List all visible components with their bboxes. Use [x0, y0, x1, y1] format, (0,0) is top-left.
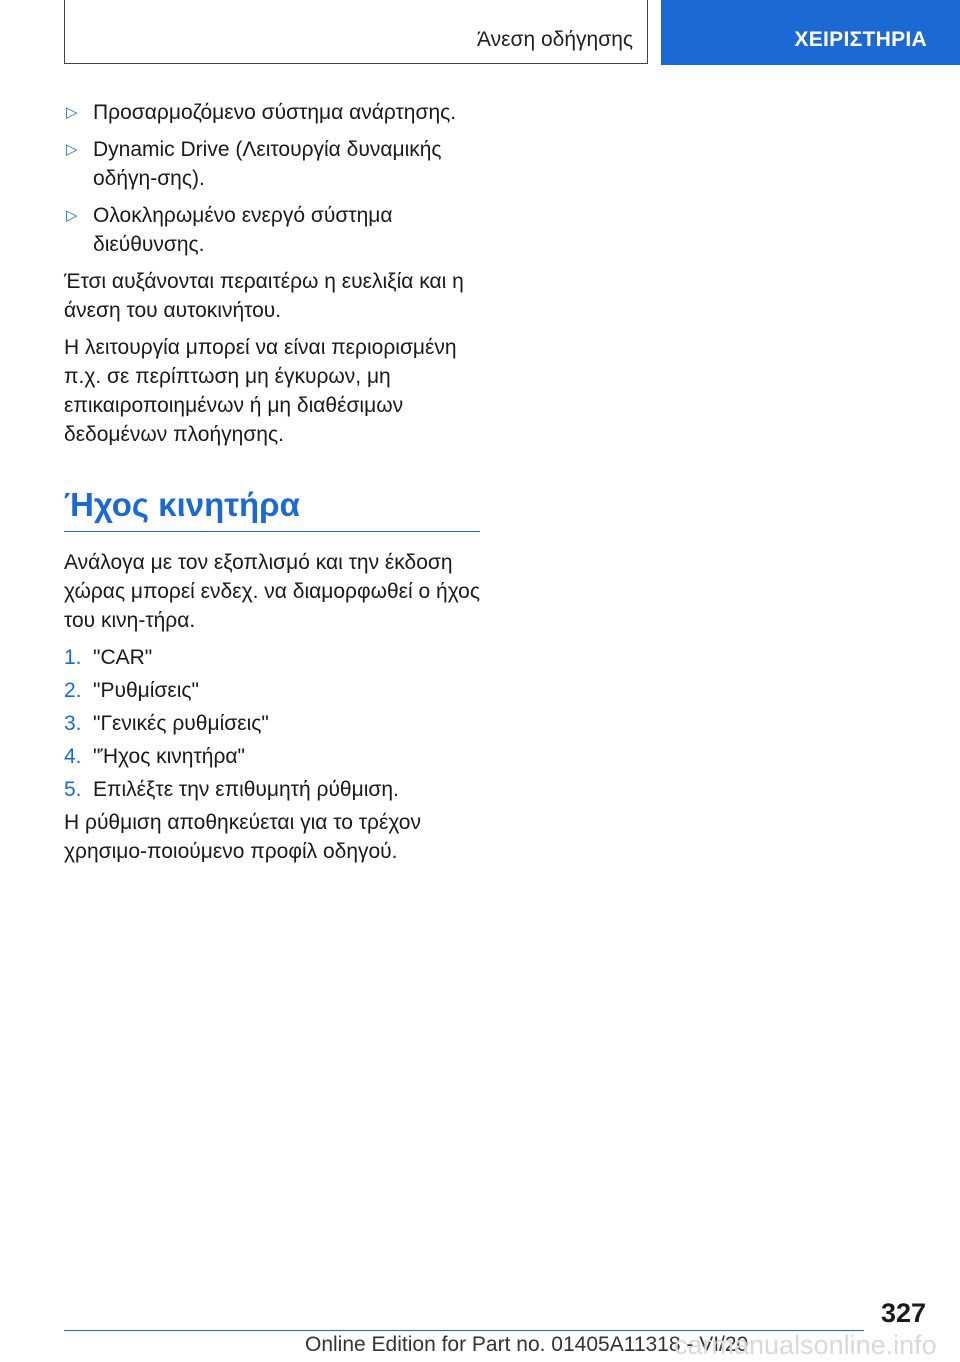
bullet-text: Ολοκληρωμένο ενεργό σύστημα διεύθυνσης. [93, 204, 393, 256]
step-text: Επιλέξτε την επιθυμητή ρύθμιση. [93, 778, 399, 801]
step-text: "Ήχος κινητήρα" [93, 745, 246, 768]
page-content [64, 98, 484, 874]
watermark: carmanualsonline.info [674, 1330, 937, 1360]
step-text: "CAR" [93, 646, 153, 669]
step-item [64, 775, 484, 804]
section-intro: Ανάλογα με τον εξοπλισμό και την έκδοση χώρας μπορεί ενδεχ. να διαμορφωθεί ο ήχος του κινη-τήρα. [64, 551, 480, 632]
step-number: 1. [64, 646, 82, 669]
footer-edition: Online Edition for Part no. 01405A11318 - VI/20 [305, 1333, 749, 1356]
step-number: 3. [64, 712, 82, 735]
bullet-item [64, 98, 484, 127]
header-chapter-title: ΧΕΙΡΙΣΤΗΡΙΑ [794, 28, 927, 51]
step-number: 4. [64, 745, 82, 768]
header-section-title: Άνεση οδήγησης [477, 28, 633, 51]
paragraph: Η λειτουργία μπορεί να είναι περιορισμένη π.χ. σε περίπτωση μη έγκυρων, μη επικαιροποιημένων ή μη διαθέσιμων δεδομένων πλοήγησης. [64, 336, 457, 446]
bullet-item [64, 135, 484, 193]
paragraph: Έτσι αυξάνονται περαιτέρω η ευελιξία και η άνεση του αυτοκινήτου. [64, 270, 464, 322]
bullet-item [64, 201, 484, 259]
step-item [64, 709, 484, 738]
triangle-bullet-icon: ▷ [66, 104, 78, 121]
page-number: 327 [880, 1298, 926, 1328]
header-chapter-tab [661, 0, 960, 65]
header-section-box [64, 0, 648, 64]
step-item [64, 676, 484, 705]
triangle-bullet-icon: ▷ [66, 141, 78, 158]
step-text: "Γενικές ρυθμίσεις" [93, 712, 269, 735]
section-heading: Ήχος κινητήρα [64, 485, 480, 532]
step-number: 2. [64, 679, 82, 702]
bullet-text: Προσαρμοζόμενο σύστημα ανάρτησης. [93, 101, 457, 124]
step-item [64, 643, 484, 672]
section-outro: Η ρύθμιση αποθηκεύεται για το τρέχον χρησιμο-ποιούμενο προφίλ οδηγού. [64, 811, 421, 863]
step-text: "Ρυθμίσεις" [93, 679, 199, 702]
triangle-bullet-icon: ▷ [66, 207, 78, 224]
step-item [64, 742, 484, 771]
step-number: 5. [64, 778, 82, 801]
bullet-text: Dynamic Drive (Λειτουργία δυναμικής οδήγη-σης). [93, 138, 442, 190]
